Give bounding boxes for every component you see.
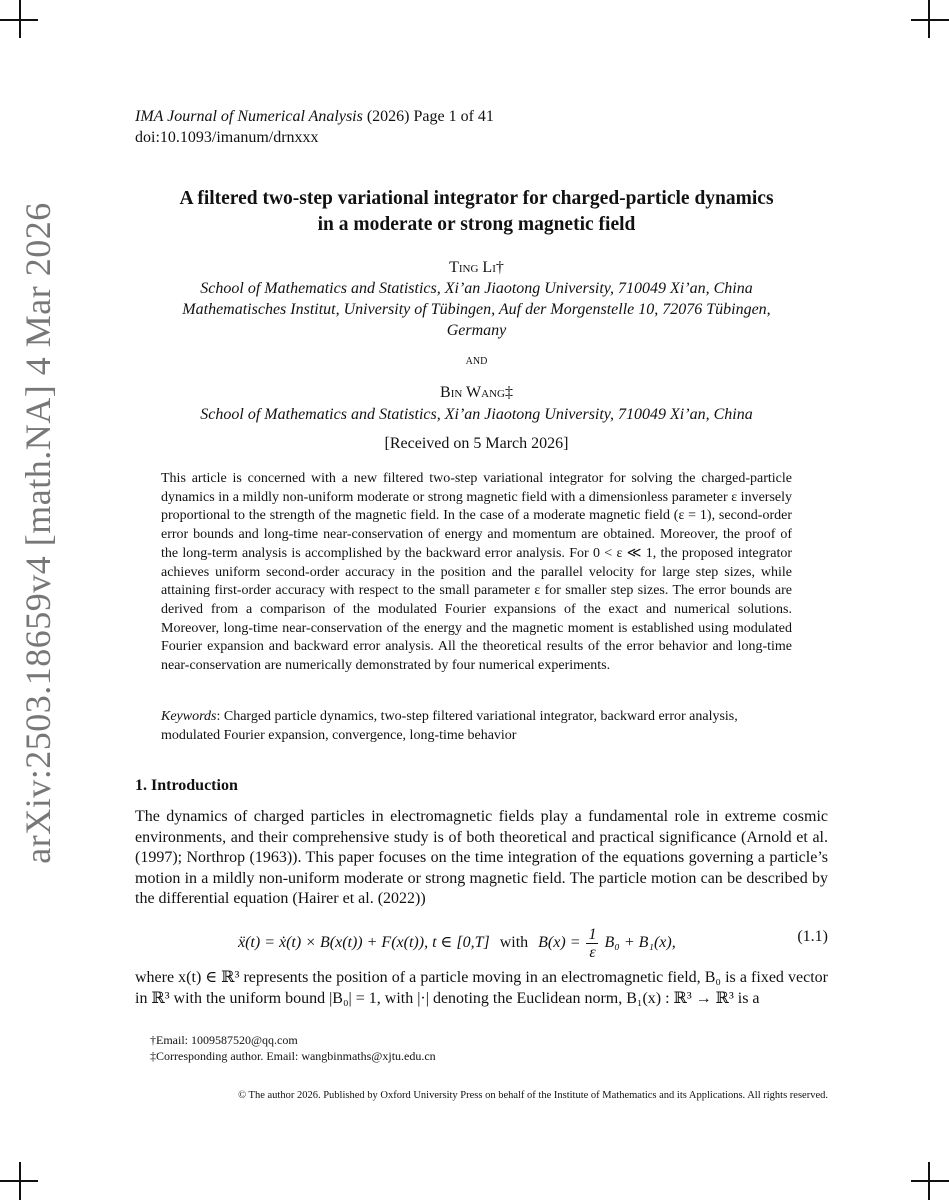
keywords xyxy=(161,708,792,745)
journal-year-page: (2026) Page 1 of 41 xyxy=(362,108,494,125)
received-date: [Received on 5 March 2026] xyxy=(384,435,569,452)
affiliation-1c: Germany xyxy=(446,322,507,339)
arxiv-side-stamp: arXiv:2503.18659v4 [math.NA] 4 Mar 2026 xyxy=(18,202,58,864)
crop-mark-tr-v xyxy=(928,0,930,38)
crop-mark-bl-v xyxy=(19,1162,21,1200)
journal-header xyxy=(135,106,494,148)
author-2: Bin Wang‡ xyxy=(440,384,513,401)
equation-with: with xyxy=(499,934,529,952)
equation-fraction xyxy=(586,926,598,961)
and-separator: and xyxy=(465,353,488,368)
keywords-label: Keywords xyxy=(161,709,217,724)
equation-expression xyxy=(238,926,676,961)
affiliation-1b: Mathematisches Institut, University of Tübingen, Auf der Morgenstelle 10, 72076 Tübingen, xyxy=(182,301,771,318)
title-line-1: A filtered two-step variational integrator for charged-particle dynamics xyxy=(179,188,774,209)
affiliation-2: School of Mathematics and Statistics, Xi’an Jiaotong University, 710049 Xi’an, China xyxy=(200,406,753,423)
section-heading: 1. Introduction xyxy=(135,777,238,794)
paper-title xyxy=(135,186,818,238)
footnote-2: ‡Corresponding author. Email: wangbinmaths@xjtu.edu.cn xyxy=(150,1049,436,1063)
equation-right-a: B(x) = xyxy=(538,934,581,952)
abstract: This article is concerned with a new filtered two-step variational integrator for solving the charged-particle dynamics in a mildly non-uniform moderate or strong magnetic field with a dimensionless parameter ε inversely proportional to the strength of the magnetic field. In the case of a moderate magnetic field (ε = 1), second-order error bounds and long-time near-conservation of energy and momentum are obtained. Moreover, the proof of the long-term analysis is accomplished by the backward error analysis. For 0 < ε ≪ 1, the proposed integrator achieves uniform second-order accuracy in the position and the parallel velocity for large step sizes, while attaining first-order accuracy with respect to the small parameter ε for smaller step sizes. The error bounds are derived from a comparison of the modulated Fourier expansions of the exact and numerical solutions. Moreover, long-time near-conservation of the energy and the magnetic moment is established using modulated Fourier expansion and backward error analysis. All the theoretical results of the error behavior and long-time near-conservation are numerically demonstrated by four numerical experiments. xyxy=(161,471,792,674)
crop-mark-tr-h xyxy=(911,19,949,21)
doi: doi:10.1093/imanum/drnxxx xyxy=(135,129,319,146)
intro-paragraph-2: where x(t) ∈ ℝ³ represents the position of a particle moving in an electromagnetic field, B₀ is a fixed vector in ℝ³ with the uniform bound |B₀| = 1, with |·| denoting the Euclidean norm, B₁(x) : ℝ³ → ℝ³ is a xyxy=(135,969,828,1007)
keywords-text: : Charged particle dynamics, two-step filtered variational integrator, backward error analysis, modulated Fourier expansion, convergence, long-time behavior xyxy=(161,709,738,743)
equation-right-b: B₀ + B₁(x), xyxy=(604,934,676,952)
fraction-numerator: 1 xyxy=(588,926,597,943)
intro-paragraph-1: The dynamics of charged particles in electromagnetic fields play a fundamental role in extreme cosmic environments, and their comprehensive study is of both theoretical and practical significance (Arnold et al. (1997); Northrop (1963)). This paper focuses on the time integration of the equations governing a particle’s motion in a mildly non-uniform moderate or strong magnetic field. The particle motion can be described by the differential equation (Hairer et al. (2022)) xyxy=(135,808,828,907)
title-line-2: in a moderate or strong magnetic field xyxy=(317,214,636,235)
fraction-denominator: ε xyxy=(589,944,596,961)
crop-mark-br-h xyxy=(911,1180,949,1182)
equation-number: (1.1) xyxy=(797,928,828,945)
copyright-notice: © The author 2026. Published by Oxford University Press on behalf of the Institute of Mathematics and its Applications. All rights reserved. xyxy=(238,1090,828,1101)
equation-left: ẍ(t) = ẋ(t) × B(x(t)) + F(x(t)), t ∈ [0,T] xyxy=(238,934,490,952)
equation-1-1 xyxy=(135,916,828,960)
crop-mark-tl-v xyxy=(19,0,21,38)
journal-name: IMA Journal of Numerical Analysis xyxy=(135,108,363,125)
crop-mark-br-v xyxy=(928,1162,930,1200)
affiliation-1a: School of Mathematics and Statistics, Xi’an Jiaotong University, 710049 Xi’an, China xyxy=(200,280,753,297)
footnote-1: †Email: 1009587520@qq.com xyxy=(150,1033,298,1047)
author-1: Ting Li† xyxy=(449,259,504,276)
